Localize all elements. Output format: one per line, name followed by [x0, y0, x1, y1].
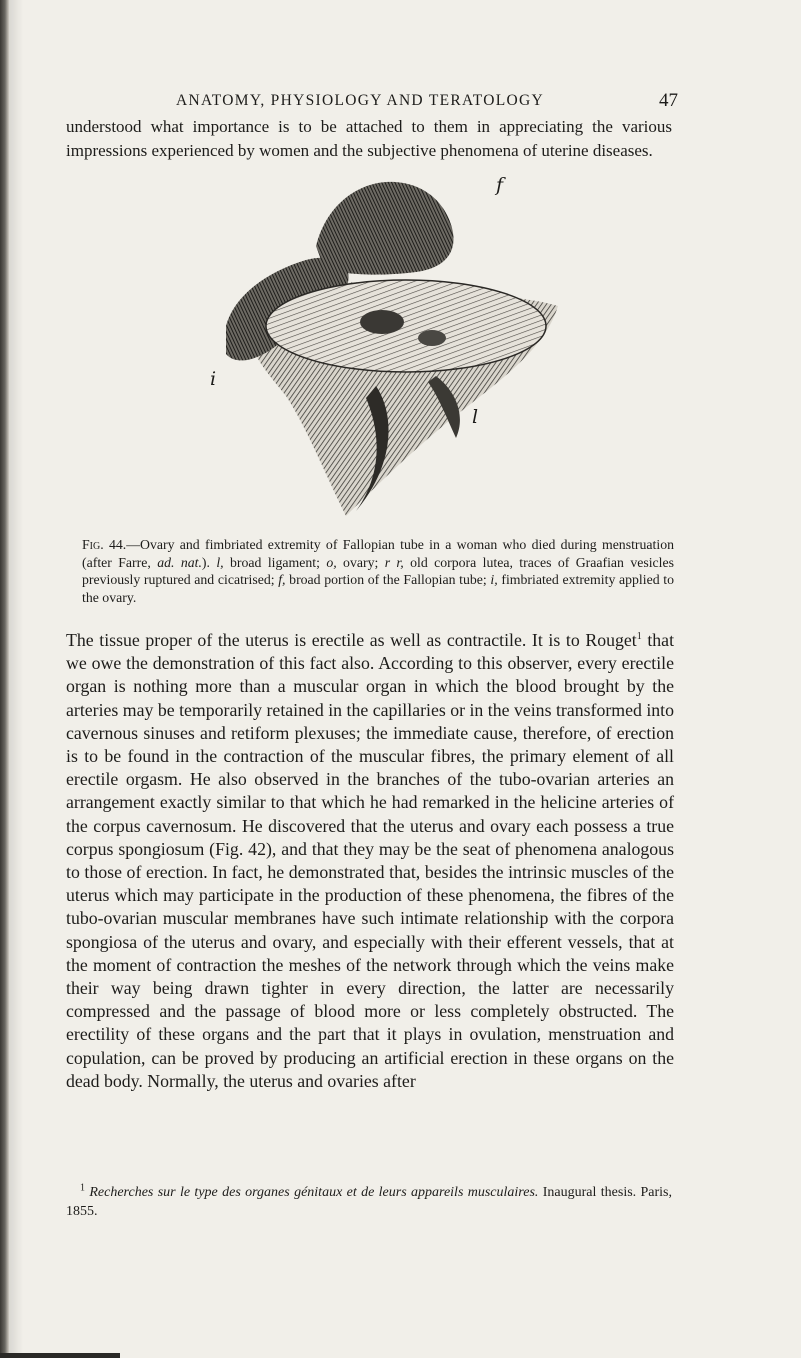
caption-text: ).	[201, 554, 217, 570]
caption-citation: ad. nat.	[157, 554, 202, 570]
body-text: The tissue proper of the uterus is erectile as well as contractile. It is to Rouget	[66, 630, 637, 650]
caption-text: fimbriated extremity applied to the ovary.	[82, 572, 674, 605]
running-head	[64, 86, 678, 116]
binding-shadow	[9, 0, 23, 1358]
label-i: i	[210, 368, 217, 390]
caption-key-rr: r r,	[384, 554, 404, 570]
body-paragraph	[66, 629, 674, 1093]
footnote	[66, 1184, 672, 1221]
intro-paragraph: understood what importance is to be attached to them in appreciating the various impressions experienced by women and the subjective phenomena of uterine diseases.	[66, 117, 672, 160]
footnote-details: Inaugural thesis. Paris, 1855.	[66, 1185, 673, 1219]
caption-key-f: f,	[278, 572, 286, 588]
caption-text: broad portion of the Fallopian tube;	[285, 572, 491, 588]
anatomical-figure	[206, 176, 566, 526]
caption-text: ovary;	[336, 554, 385, 570]
corpus-luteum-shape	[360, 310, 404, 334]
caption-key-i: i,	[490, 572, 498, 588]
footnote-marker: 1	[80, 1182, 85, 1194]
caption-text: —Ovary and fimbriated extremity of Fallopian tube in a woman who died during menstruation (after Farre,	[82, 537, 674, 570]
caption-text: old corpora lutea, traces of Graafian vesicles previously ruptured and cicatrised;	[82, 554, 675, 588]
corpus-luteum-shape	[418, 330, 446, 346]
footnote-reference[interactable]: 1	[636, 631, 642, 643]
label-l: l	[472, 406, 479, 428]
running-title: ANATOMY, PHYSIOLOGY AND TERATOLOGY	[176, 92, 545, 109]
book-binding-edge	[0, 0, 9, 1358]
figure-number: Fig. 44.	[82, 537, 127, 552]
ovary-fallopian-tube-engraving	[206, 176, 566, 526]
caption-key-o: o,	[326, 554, 337, 570]
footnote-title: Recherches sur le type des organes génitaux et de leurs appareils musculaires.	[89, 1185, 539, 1200]
page-number: 47	[659, 90, 678, 111]
figure-caption	[82, 536, 674, 606]
ovary-shape	[266, 280, 546, 372]
label-f: f	[496, 174, 504, 196]
page-edge-mark	[0, 1353, 120, 1358]
caption-text: broad ligament;	[223, 554, 327, 570]
body-text: that we owe the demonstration of this fact also. According to this observer, every erectile organ is nothing more than a muscular organ in which the blood brought by the arteries may be temporarily retained in the capillaries or in the veins transformed into cavernous sinuses and retiform plexuses; the immediate cause, therefore, of erection is to be found in the contraction of the muscular fibres, the primary element of all erectile orgasm. He also observed in the branches of the tubo-ovarian arteries an arrangement exactly similar to that which he had remarked in the helicine arteries of the corpus cavernosum. He discovered that the uterus and ovary each possess a true corpus spongiosum (Fig. 42), and that they may be the seat of phenomena analogous to those of erection. In fact, he demonstrated that, besides the intrinsic muscles of the uterus which may participate in the production of these phenomena, the fibres of the tubo-ovarian muscular membranes have such intimate relationship with the corpora spongiosa of the uterus and ovary, and especially with their efferent vessels, that at the moment of contraction the meshes of the network through which the veins make their way being drawn tighter in every direction, the latter are necessarily compressed and the passage of blood more or less completely obstructed. The erectility of these organs and the part that it plays in ovulation, menstruation and copulation, can be proved by producing an artificial erection in these organs on the dead body. Normally, the uterus and ovaries after	[66, 630, 675, 1091]
caption-key-l: l,	[216, 554, 224, 570]
